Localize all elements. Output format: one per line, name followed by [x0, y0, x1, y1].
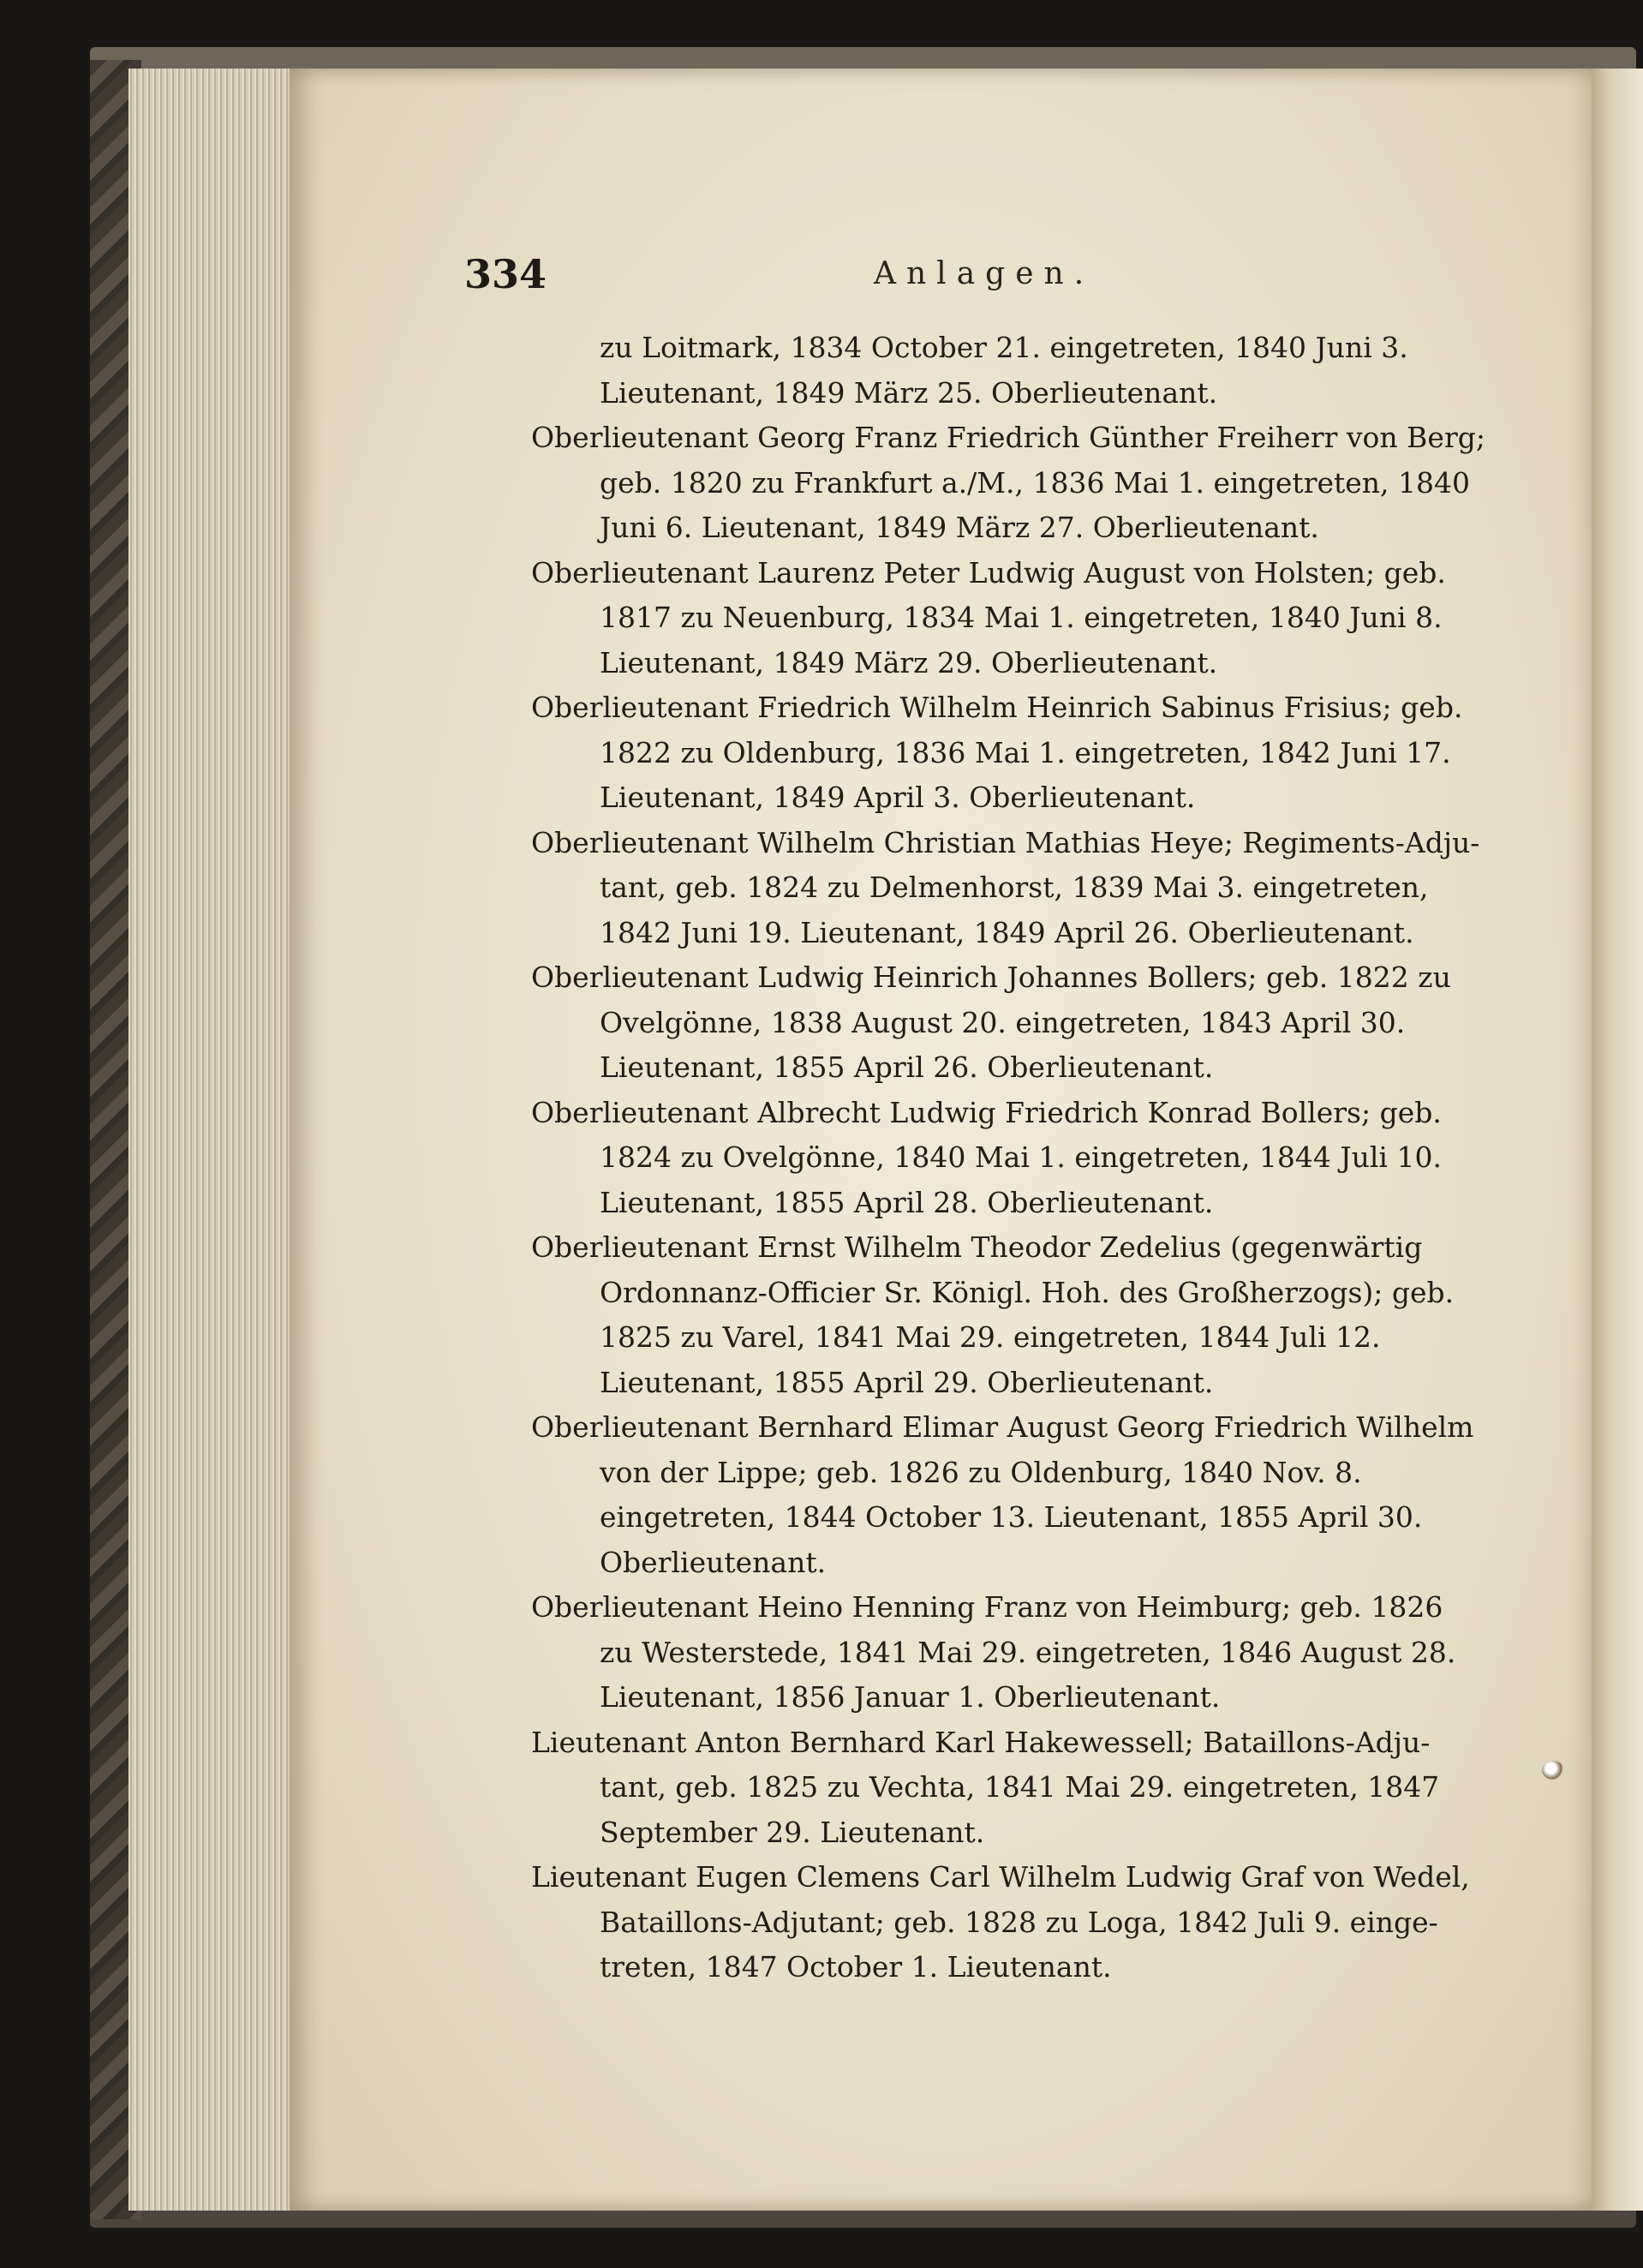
entry-line: 1825 zu Varel, 1841 Mai 29. eingetreten, 1844 Juli 12. [600, 1320, 1381, 1354]
list-item [531, 821, 1491, 956]
entry-line: 1842 Juni 19. Lieutenant, 1849 April 26. Oberlieutenant. [600, 915, 1414, 949]
entry-line: Bataillons-Adjutant; geb. 1828 zu Loga, 1842 Juli 9. einge- [600, 1905, 1438, 1939]
entry-line: Oberlieutenant Friedrich Wilhelm Heinrich Sabinus Frisius; geb. [531, 691, 1463, 724]
entry-line: Lieutenant, 1849 April 3. Oberlieutenant. [600, 781, 1196, 814]
page-edges [128, 69, 291, 2211]
entry-line: Lieutenant, 1855 April 29. Oberlieutenant. [600, 1365, 1214, 1399]
entry-line: 1817 zu Neuenburg, 1834 Mai 1. eingetreten, 1840 Juni 8. [600, 601, 1443, 634]
list-item [531, 416, 1491, 551]
entry-line: Oberlieutenant Laurenz Peter Ludwig August von Holsten; geb. [531, 555, 1446, 589]
entry-line: Oberlieutenant Albrecht Ludwig Friedrich Konrad Bollers; geb. [531, 1095, 1442, 1129]
running-head: Anlagen. [874, 256, 1095, 291]
entry-line: September 29. Lieutenant. [600, 1815, 985, 1849]
entry-line: Ovelgönne, 1838 August 20. eingetreten, 1843 April 30. [600, 1005, 1406, 1039]
entry-line: tant, geb. 1824 zu Delmenhorst, 1839 Mai 3. eingetreten, [600, 871, 1429, 904]
list-item [531, 955, 1491, 1091]
entry-line: Oberlieutenant Ernst Wilhelm Theodor Zedelius (gegenwärtig [531, 1230, 1423, 1264]
list-item [531, 1855, 1491, 1990]
entry-line: geb. 1820 zu Frankfurt a./M., 1836 Mai 1. eingetreten, 1840 [600, 465, 1471, 500]
entry-line: Lieutenant Anton Bernhard Karl Hakewessell; Bataillons-Adju- [531, 1725, 1431, 1759]
entry-line: zu Loitmark, 1834 October 21. eingetreten, 1840 Juni 3. [600, 331, 1408, 364]
entry-line: Oberlieutenant Georg Franz Friedrich Günther Freiherr von Berg; [531, 421, 1485, 454]
entry-line: Lieutenant, 1855 April 26. Oberlieutenant. [600, 1050, 1214, 1084]
page-number: 334 [464, 251, 547, 297]
list-item [531, 326, 1491, 416]
list-item [531, 1405, 1491, 1585]
entry-line: Lieutenant, 1856 Januar 1. Oberlieutenant. [600, 1680, 1221, 1714]
page-header [464, 251, 1475, 302]
officer-list [531, 326, 1491, 1990]
entry-line: Lieutenant, 1849 März 29. Oberlieutenant. [600, 645, 1218, 679]
list-item [531, 1720, 1491, 1856]
entry-line: Ordonnanz-Officier Sr. Königl. Hoh. des Großherzogs); geb. [600, 1275, 1455, 1309]
entry-line: Oberlieutenant Bernhard Elimar August Georg Friedrich Wilhelm [531, 1410, 1474, 1444]
facing-page-edge [1592, 69, 1643, 2211]
entry-line: Oberlieutenant Wilhelm Christian Mathias Heye; Regiments-Adju- [531, 825, 1480, 859]
list-item [531, 1225, 1491, 1405]
entry-line: 1822 zu Oldenburg, 1836 Mai 1. eingetreten, 1842 Juni 17. [600, 735, 1451, 769]
page-blemish [1542, 1761, 1564, 1780]
list-item [531, 551, 1491, 686]
entry-line: Lieutenant, 1849 März 25. Oberlieutenant. [600, 375, 1218, 410]
entry-line: Oberlieutenant. [600, 1545, 827, 1579]
list-item [531, 1585, 1491, 1720]
entry-line: tant, geb. 1825 zu Vechta, 1841 Mai 29. eingetreten, 1847 [600, 1770, 1440, 1804]
list-item [531, 1091, 1491, 1226]
entry-line: zu Westerstede, 1841 Mai 29. eingetreten, 1846 August 28. [600, 1635, 1456, 1669]
entry-line: Juni 6. Lieutenant, 1849 März 27. Oberlieutenant. [600, 511, 1319, 544]
entry-line: eingetreten, 1844 October 13. Lieutenant, 1855 April 30. [600, 1500, 1423, 1534]
entry-line: Oberlieutenant Heino Henning Franz von Heimburg; geb. 1826 [531, 1590, 1443, 1624]
entry-line: von der Lippe; geb. 1826 zu Oldenburg, 1840 Nov. 8. [600, 1455, 1362, 1489]
list-item [531, 685, 1491, 821]
entry-line: Lieutenant Eugen Clemens Carl Wilhelm Ludwig Graf von Wedel, [531, 1860, 1470, 1894]
entry-line: 1824 zu Ovelgönne, 1840 Mai 1. eingetreten, 1844 Juli 10. [600, 1140, 1442, 1174]
entry-line: Lieutenant, 1855 April 28. Oberlieutenant. [600, 1185, 1214, 1219]
entry-line: treten, 1847 October 1. Lieutenant. [600, 1950, 1112, 1984]
entry-line: Oberlieutenant Ludwig Heinrich Johannes Bollers; geb. 1822 zu [531, 960, 1451, 994]
